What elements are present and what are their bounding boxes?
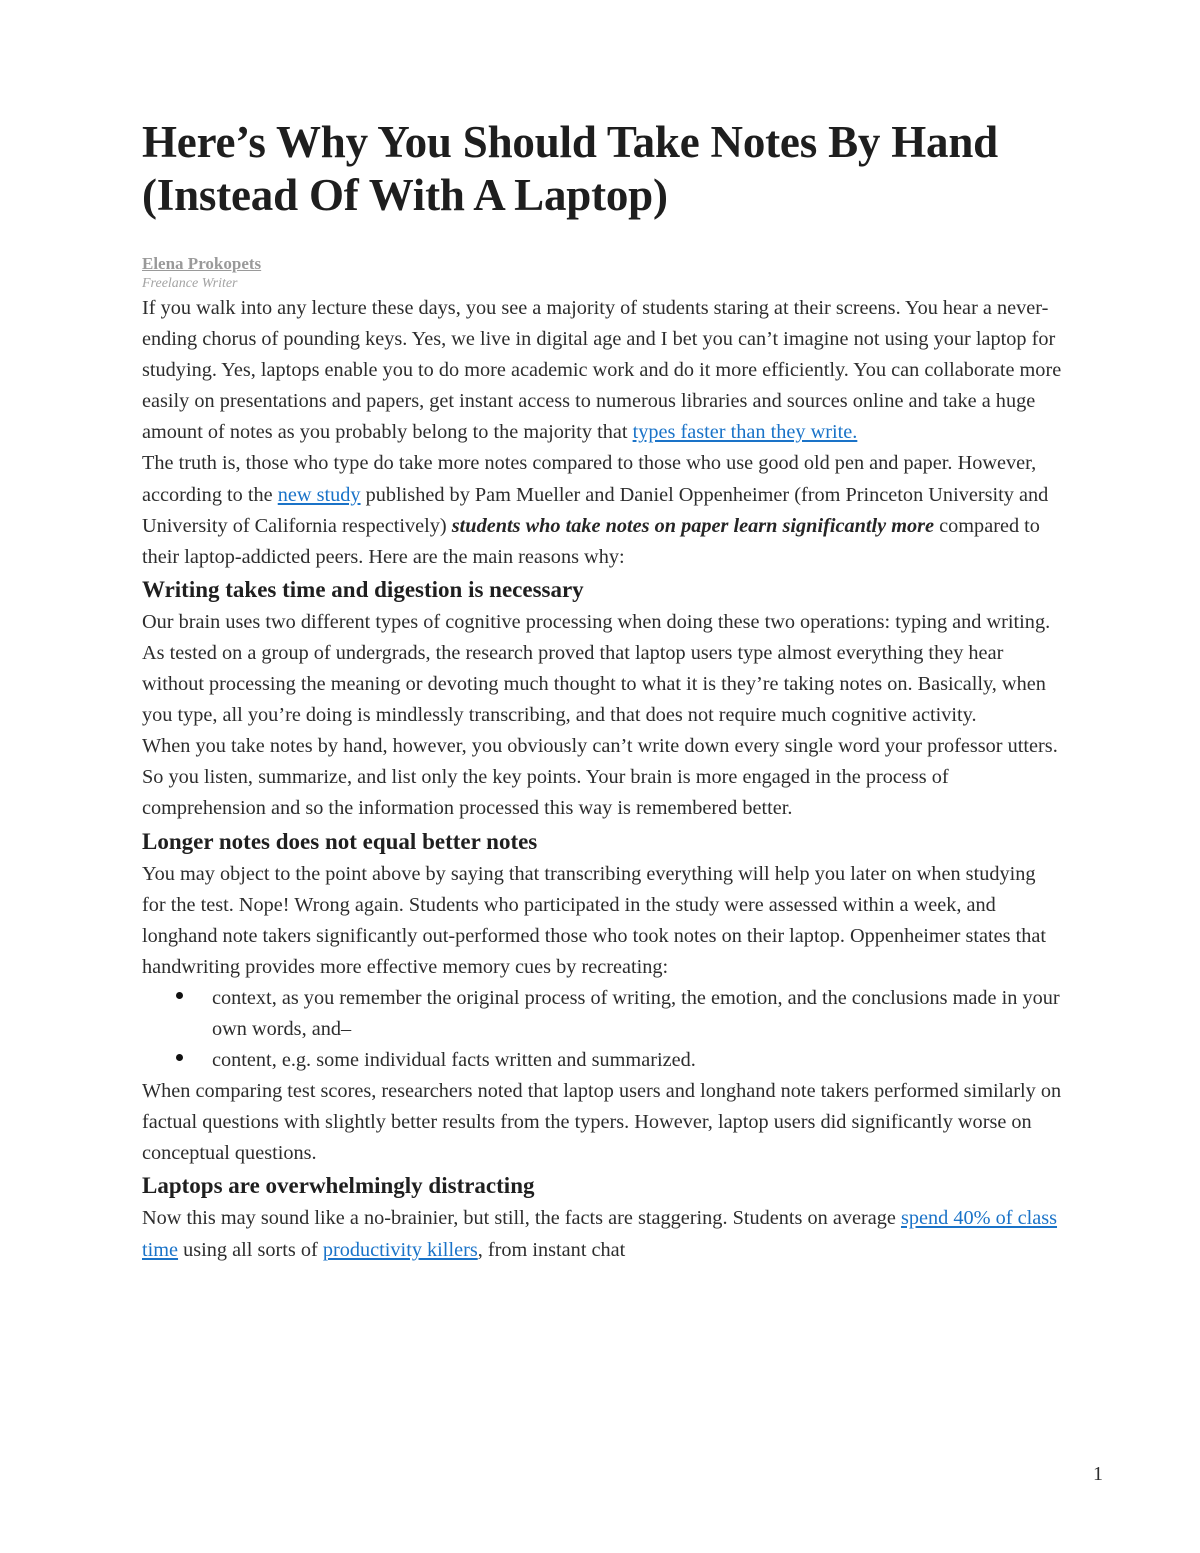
article-title: Here’s Why You Should Take Notes By Hand (Instead Of With A Laptop) <box>142 117 998 220</box>
intro-p2-text-b: published by Pam Mueller and Daniel Oppenheimer (from Princeton University and University of California respectively) <box>142 483 1049 537</box>
intro-p2-text-a: The truth is, those who type do take more notes compared to those who use good old pen and paper. However, according to the <box>142 452 1037 506</box>
section3-text-a: Now this may sound like a no-brainier, but still, the facts are staggering. Students on average <box>142 1207 901 1230</box>
intro-p1-text: If you walk into any lecture these days, you see a majority of students staring at their screens. You hear a never-ending chorus of pounding keys. Yes, we live in digital age and I bet you can’t imagine not using your laptop for studying. Yes, laptops enable you to do more academic work and do it more efficiently. You can collaborate more easily on presentations and papers, get instant access to numerous libraries and sources online and take a huge amount of notes as you probably belong to the majority that <box>142 297 1062 444</box>
author-name-link[interactable]: Elena Prokopets <box>142 254 262 273</box>
intro-p2-emphasis: students who take notes on paper learn significantly more <box>451 514 935 537</box>
bullet-icon <box>176 992 183 999</box>
class-time-link[interactable]: spend 40% of class time <box>142 1207 1058 1261</box>
section3-text-c: , from instant chat <box>477 1238 626 1261</box>
section3-text-b: using all sorts of <box>178 1238 323 1261</box>
bullet-icon <box>176 1054 183 1061</box>
intro-paragraph-2 <box>142 448 1062 572</box>
list-item <box>212 983 1062 1045</box>
section-heading-longer-notes: Longer notes does not equal better notes <box>142 828 538 854</box>
section2-paragraph-1: You may object to the point above by saying that transcribing everything will help you later on when studying for the test. Nope! Wrong again. Students who participated in the study were assessed within a week, and longhand note takers significantly out-performed those who took notes on their laptop. Oppenheimer states that handwriting provides more effective memory cues by recreating: <box>142 862 1046 978</box>
section3-paragraph-1 <box>142 1203 1062 1265</box>
page-number: 1 <box>1093 1463 1103 1485</box>
author-role: Freelance Writer <box>142 276 238 291</box>
section2-paragraph-2: When comparing test scores, researchers noted that laptop users and longhand note takers performed similarly on factual questions with slightly better results from the typers. However, laptop users did significantly worse on conceptual questions. <box>142 1080 1062 1165</box>
intro-paragraph-1 <box>142 293 1062 448</box>
document-page <box>142 116 1062 1266</box>
types-faster-link[interactable]: types faster than they write. <box>632 421 858 444</box>
intro-p2-text-c: compared to their laptop-addicted peers. Here are the main reasons why: <box>142 514 1040 568</box>
list-item-text: context, as you remember the original process of writing, the emotion, and the conclusions made in your own words, and– <box>212 986 1060 1040</box>
list-item <box>212 1045 1062 1076</box>
list-item-text: content, e.g. some individual facts written and summarized. <box>212 1049 696 1072</box>
section-heading-writing-takes-time: Writing takes time and digestion is necessary <box>142 576 584 602</box>
section-heading-laptops-distracting: Laptops are overwhelmingly distracting <box>142 1173 535 1199</box>
section1-paragraph-1: Our brain uses two different types of cognitive processing when doing these two operations: typing and writing. As tested on a group of undergrads, the research proved that laptop users type almost everything they hear without processing the meaning or devoting much thought to what it is they’re taking notes on. Basically, when you type, all you’re doing is mindlessly transcribing, and that does not require much cognitive activity. <box>142 610 1051 727</box>
new-study-link[interactable]: new study <box>277 483 361 506</box>
section1-paragraph-2: When you take notes by hand, however, you obviously can’t write down every single word your professor utters. So you listen, summarize, and list only the key points. Your brain is more engaged in the process of comprehension and so the information processed this way is remembered better. <box>142 735 1058 820</box>
productivity-killers-link[interactable]: productivity killers <box>322 1238 478 1261</box>
memory-cues-list <box>142 983 1062 1076</box>
